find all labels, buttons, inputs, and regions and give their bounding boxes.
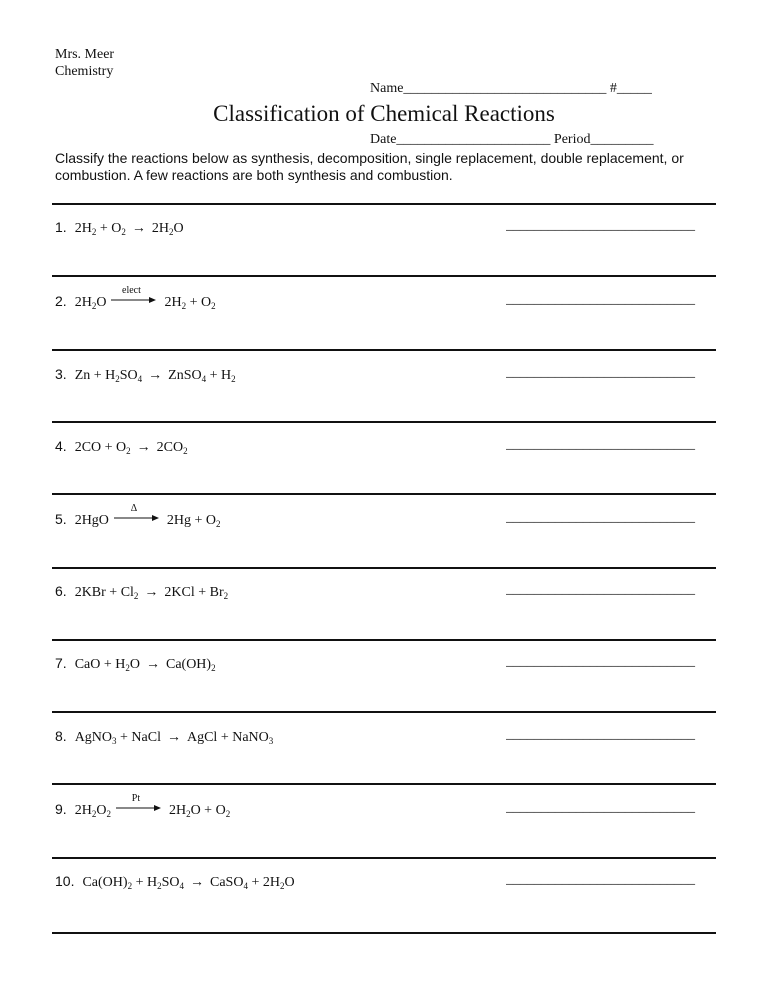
reaction-number: 10. xyxy=(55,873,75,889)
reaction-equation xyxy=(82,875,294,890)
reaction-arrow-icon: → xyxy=(131,221,146,236)
reaction-number: 6. xyxy=(55,583,67,599)
products: $2Hg + O_2$ xyxy=(166,513,221,529)
answer-blank[interactable]: ___________________________ xyxy=(506,219,695,233)
reactants: $2CO + O_2$ xyxy=(74,440,131,456)
teacher-header xyxy=(55,46,114,80)
reaction-equation xyxy=(75,221,184,236)
reaction-arrow-icon: → xyxy=(145,657,160,672)
reaction-arrow-icon: → xyxy=(190,875,204,890)
reactants: 2HgO xyxy=(74,513,109,528)
products: $2KCl + Br_2$ xyxy=(164,585,229,601)
row-divider xyxy=(52,783,716,785)
answer-blank[interactable]: ___________________________ xyxy=(506,366,695,380)
reaction-equation xyxy=(74,285,216,311)
row-divider xyxy=(52,567,716,569)
reaction-item xyxy=(55,285,216,316)
row-divider xyxy=(52,711,716,713)
answer-blank[interactable]: ___________________________ xyxy=(506,728,695,742)
reaction-arrow-icon: → xyxy=(136,440,151,455)
reaction-equation xyxy=(75,368,236,383)
reaction-number: 5. xyxy=(55,511,67,527)
reaction-number: 4. xyxy=(55,438,67,454)
instructions: Classify the reactions below as synthesis, decomposition, single replacement, double replacement, or combustion. A few reactions are both synthesis and combustion. xyxy=(55,150,684,183)
conditional-arrow-icon xyxy=(112,503,164,525)
reactants: $2H_2 + O_2$ xyxy=(74,221,126,237)
products: $2H_2O$ xyxy=(151,221,184,237)
products: $2H_2O + O_2$ xyxy=(168,803,231,819)
products: $2H_2 + O_2$ xyxy=(164,295,216,311)
reaction-number: 1. xyxy=(55,219,67,235)
answer-blank[interactable]: ___________________________ xyxy=(506,511,695,525)
answer-blank[interactable]: ___________________________ xyxy=(506,655,695,669)
teacher-name: Mrs. Meer xyxy=(55,47,115,62)
reaction-item xyxy=(55,436,188,461)
reaction-equation xyxy=(75,657,216,672)
row-divider xyxy=(52,493,716,495)
row-divider xyxy=(52,639,716,641)
products: $Ca(OH)_2$ xyxy=(165,657,216,673)
page-title: Classification of Chemical Reactions xyxy=(213,101,555,126)
reaction-item xyxy=(55,653,216,678)
row-divider xyxy=(52,349,716,351)
reaction-equation xyxy=(75,585,228,600)
reactants: $2H_2O$ xyxy=(74,295,107,311)
conditional-arrow-icon xyxy=(114,793,166,815)
reactants: $2H_2O_2$ xyxy=(74,803,111,819)
answer-blank[interactable]: ___________________________ xyxy=(506,293,695,307)
reaction-number: 8. xyxy=(55,728,67,744)
row-divider xyxy=(52,857,716,859)
reactants: CaO + $H_2O$ xyxy=(74,657,140,673)
reactants: $2KBr + Cl_2$ xyxy=(74,585,139,601)
answer-blank[interactable]: ___________________________ xyxy=(506,438,695,452)
answer-blank[interactable]: ___________________________ xyxy=(506,583,695,597)
products: CaSO$_4$ + $2H_2O$ xyxy=(210,875,295,891)
reaction-item xyxy=(55,364,236,389)
products: $2CO_2$ xyxy=(156,440,188,456)
conditional-arrow-icon xyxy=(109,285,161,307)
reaction-arrow-icon: → xyxy=(144,585,159,600)
reaction-condition: Pt xyxy=(131,793,141,804)
row-divider xyxy=(52,932,716,934)
row-divider xyxy=(52,203,716,205)
products: ZnSO$_4$ + $H_2$ xyxy=(168,368,236,384)
reaction-arrow-icon: → xyxy=(148,368,163,383)
reaction-condition: Δ xyxy=(130,503,138,514)
answer-blank[interactable]: ___________________________ xyxy=(506,801,695,815)
reaction-item xyxy=(55,793,231,824)
date-period-field[interactable]: Date______________________ Period_________ xyxy=(370,132,654,147)
reaction-equation xyxy=(75,730,274,745)
products: AgCl + NaNO$_3$ xyxy=(186,730,274,746)
row-divider xyxy=(52,275,716,277)
reaction-equation xyxy=(75,440,188,455)
reaction-item xyxy=(55,503,221,534)
reaction-condition: elect xyxy=(122,285,141,296)
reaction-equation xyxy=(74,503,221,529)
answer-blank[interactable]: ___________________________ xyxy=(506,873,695,887)
reaction-item xyxy=(55,871,295,896)
reactants: $Zn + H_2SO_4$ xyxy=(74,368,143,384)
name-field[interactable]: Name_____________________________ #_____ xyxy=(370,81,652,96)
reaction-item xyxy=(55,217,184,242)
reaction-equation xyxy=(74,793,231,819)
reaction-item xyxy=(55,726,273,751)
reaction-number: 9. xyxy=(55,801,67,817)
reaction-number: 7. xyxy=(55,655,67,671)
reaction-number: 2. xyxy=(55,293,67,309)
reaction-number: 3. xyxy=(55,366,67,382)
row-divider xyxy=(52,421,716,423)
reaction-item xyxy=(55,581,228,606)
reactants: $Ca(OH)_2 + H_2SO_4$ xyxy=(82,875,184,891)
reaction-arrow-icon: → xyxy=(166,730,181,745)
subject-name: Chemistry xyxy=(55,64,114,79)
reactants: AgNO$_3$ + NaCl xyxy=(74,730,161,746)
